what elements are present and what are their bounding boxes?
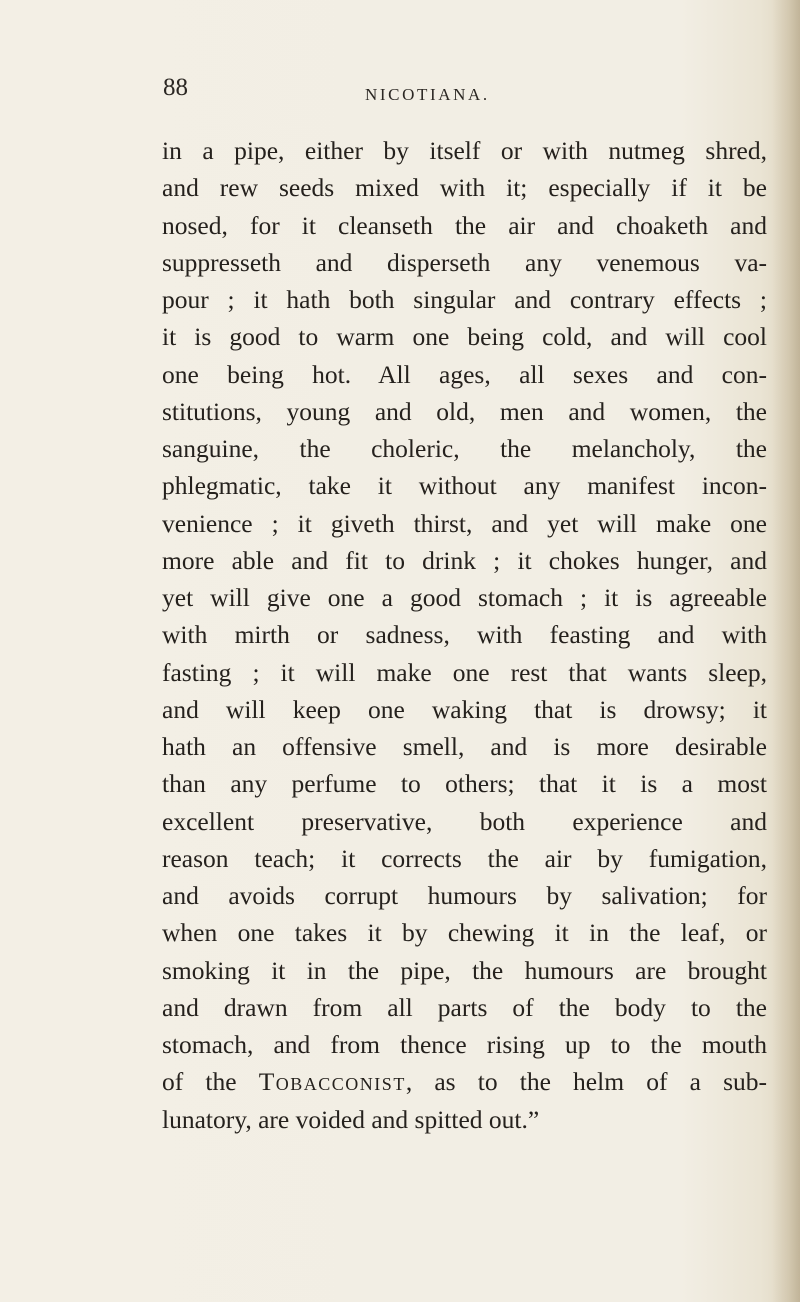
text-line: yet will give one a good stomach ; it is agreeable [162,583,767,612]
text-line [162,1063,767,1100]
text-segment: , as to the helm of a sub- [405,1067,767,1097]
text-line: reason teach; it corrects the air by fumigation, [162,843,767,873]
text-line: suppresseth and disperseth any venemous va- [162,247,767,277]
text-line: more able and fit to drink ; it chokes hunger, and [162,545,767,575]
body-paragraph [162,132,767,1138]
text-line: stitutions, young and old, men and women, the [162,396,767,426]
text-line: with mirth or sadness, with feasting and with [162,620,767,650]
text-line: hath an offensive smell, and is more desirable [162,732,767,761]
text-line: when one takes it by chewing it in the leaf, or [162,918,767,948]
text-line: and will keep one waking that is drowsy; it [162,694,767,724]
text-line: nosed, for it cleanseth the air and choaketh and [162,210,767,240]
text-line: smoking it in the pipe, the humours are brought [162,955,767,985]
page-edge-shadow [772,0,800,1302]
text-line: lunatory, are voided and spitted out.” [162,1104,540,1134]
page-number: 88 [163,74,188,101]
text-line: it is good to warm one being cold, and will cool [162,322,767,352]
text-segment: of the [162,1067,259,1097]
text-line: than any perfume to others; that it is a most [162,769,767,799]
text-line: in a pipe, either by itself or with nutmeg shred, [162,136,767,165]
smallcaps-term: Tobacconist [258,1067,406,1097]
text-line: stomach, and from thence rising up to the mouth [162,1030,767,1059]
text-line: and drawn from all parts of the body to the [162,992,767,1022]
text-line: one being hot. All ages, all sexes and con- [162,359,767,389]
text-line: excellent preservative, both experience and [162,806,767,836]
text-line: venience ; it giveth thirst, and yet will make one [162,508,767,538]
text-line: and rew seeds mixed with it; especially if it be [162,173,767,203]
running-title: NICOTIANA. [365,85,490,104]
text-line: phlegmatic, take it without any manifest incon- [162,471,767,501]
text-line: pour ; it hath both singular and contrary effects ; [162,285,767,314]
text-line: and avoids corrupt humours by salivation; for [162,881,767,910]
text-line: sanguine, the choleric, the melancholy, the [162,434,767,463]
text-line: fasting ; it will make one rest that wants sleep, [162,657,767,687]
